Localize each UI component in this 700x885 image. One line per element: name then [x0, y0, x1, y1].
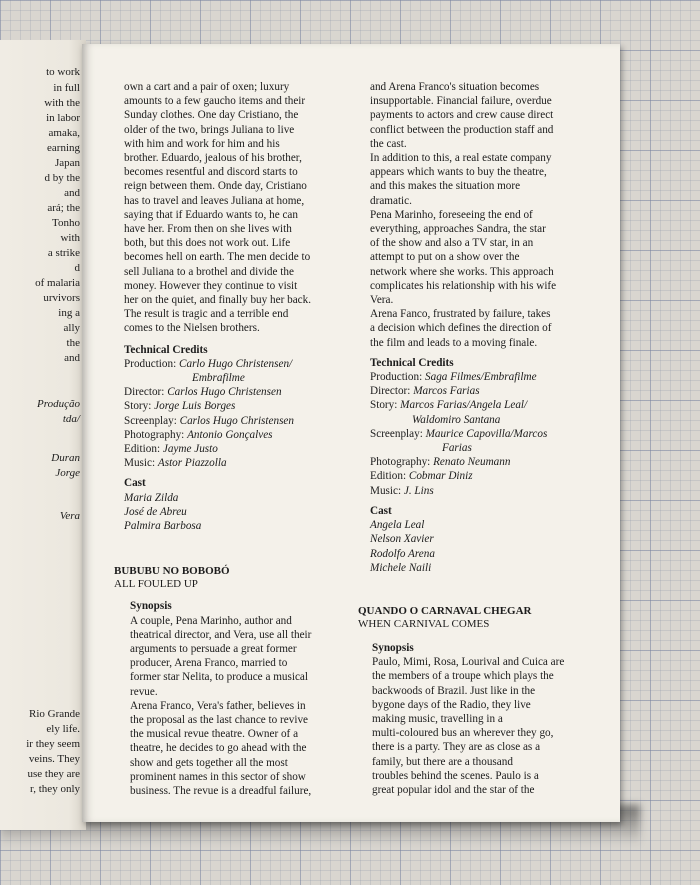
left-page-text-fragment: Duran	[51, 452, 80, 464]
text-line: the film and leads to a moving finale.	[370, 336, 538, 349]
credit-story-cont: Waldomiro Santana	[412, 413, 501, 426]
text-line: both, but this does not work out. Life	[124, 237, 291, 250]
film1-synopsis-continued	[124, 80, 344, 336]
right-page	[82, 44, 620, 822]
left-page-text-fragment: ir they seem	[26, 738, 80, 750]
cast-heading: Cast	[370, 504, 392, 517]
text-line: multi-coloured bus an wherever they go,	[372, 727, 554, 740]
text-line: there is a party. They are as close as a	[372, 741, 541, 754]
left-page-text-fragment: Rio Grande	[28, 708, 80, 720]
text-line: older of the two, brings Juliana to live	[124, 123, 295, 136]
credit-edition: Edition: Jayme Justo	[124, 443, 218, 456]
text-line: and Arena Franco's situation becomes	[370, 81, 540, 93]
text-line: revue.	[130, 685, 158, 698]
text-line: Arena Franco, Vera's father, believes in	[130, 699, 306, 712]
credit-production: Production: Saga Filmes/Embrafilme	[370, 371, 537, 384]
text-line: troubles behind the scenes. Paulo is a	[372, 769, 539, 782]
left-page-text-fragment: a strike	[47, 247, 80, 259]
text-line: theatrical director, and Vera, use all their	[130, 628, 312, 641]
film-english-title: WHEN CARNIVAL COMES	[358, 617, 490, 630]
text-line: has to travel and leaves Juliana at home,	[124, 194, 305, 207]
text-line: arguments to persuade a great former	[130, 642, 297, 655]
left-page	[0, 40, 86, 830]
text-line: payments to actors and crew cause direct	[370, 109, 554, 122]
film-title: QUANDO O CARNAVAL CHEGAR	[358, 604, 532, 617]
text-line: a decision which defines the direction of	[370, 322, 552, 335]
text-line: appears which wants to buy the theatre,	[370, 166, 547, 179]
left-page-text-fragment: Produção	[37, 398, 80, 410]
text-line: own a cart and a pair of oxen; luxury	[124, 81, 290, 93]
cast-heading: Cast	[124, 477, 146, 490]
text-line: comes to the Nielsen brothers.	[124, 322, 260, 335]
text-line: brother. Eduardo, jealous of his brother,	[124, 152, 302, 165]
left-page-text-fragment: tda/	[62, 413, 80, 425]
credits-heading: Technical Credits	[124, 343, 208, 356]
credit-production-cont: Embrafilme	[192, 372, 245, 385]
left-page-text-fragment: Vera	[59, 510, 80, 522]
left-page-text-fragment: in labor	[46, 112, 80, 124]
left-page-text-fragment: ely life.	[46, 723, 80, 735]
column-left	[114, 80, 344, 798]
text-line: business. The revue is a dreadful failure,	[130, 784, 312, 797]
credit-photography: Photography: Renato Neumann	[370, 456, 511, 469]
text-line: attempt to put on a show over the	[370, 251, 520, 264]
text-line: becomes hell on earth. The men decide to	[124, 251, 311, 264]
left-page-text-fragment: d	[74, 262, 80, 274]
text-line: the musical revue theatre. Owner of a	[130, 728, 299, 741]
left-page-text-fragment: and	[64, 187, 80, 199]
credit-production: Production: Carlo Hugo Christensen/	[124, 357, 293, 370]
film3-synopsis	[370, 641, 610, 797]
synopsis-heading: Synopsis	[372, 641, 414, 654]
credit-director: Director: Marcos Farias	[370, 385, 480, 398]
text-line: her on the quiet, and finally buy her back.	[124, 294, 312, 307]
credit-director: Director: Carlos Hugo Christensen	[124, 386, 282, 399]
film-title: BUBUBU NO BOBOBÓ	[114, 565, 230, 578]
left-page-text-fragment: d by the	[44, 172, 80, 184]
cast-member: José de Abreu	[124, 505, 187, 518]
text-line: show and gets together all the most	[130, 756, 288, 769]
cast-member: Angela Leal	[370, 519, 425, 532]
film2-synopsis	[124, 599, 344, 798]
film2-synopsis-continued	[370, 80, 610, 350]
credit-story: Story: Marcos Farias/Angela Leal/	[370, 399, 528, 412]
credit-music: Music: Astor Piazzolla	[124, 457, 227, 470]
left-page-text-fragment: to work	[46, 66, 80, 78]
text-line: dramatic.	[370, 194, 412, 207]
left-page-text-fragment: and	[64, 352, 80, 364]
left-page-text-fragment: veins. They	[28, 753, 80, 765]
credit-screenplay-cont: Farias	[442, 442, 472, 455]
left-page-text-fragment: ing a	[58, 307, 80, 319]
text-line: former star Nelita, to produce a musical	[130, 671, 309, 684]
text-line: prominent names in this sector of show	[130, 770, 306, 783]
text-line: Vera.	[370, 294, 394, 307]
cast-member: Michele Naili	[370, 561, 432, 574]
text-line: Paulo, Mimi, Rosa, Lourival and Cuica are	[372, 656, 565, 669]
text-line: making music, travelling in a	[372, 712, 503, 725]
left-page-text-fragment: Jorge	[55, 467, 80, 479]
synopsis-heading: Synopsis	[130, 600, 172, 613]
text-line: have her. From then on she lives with	[124, 223, 292, 236]
left-page-text-fragment: with the	[44, 97, 80, 109]
text-line: backwoods of Brazil. Just like in the	[372, 684, 536, 697]
text-line: sell Juliana to a brothel and divide the	[124, 265, 294, 278]
credit-screenplay: Screenplay: Maurice Capovilla/Marcos	[370, 427, 548, 440]
left-page-text-fragment: in full	[53, 82, 80, 94]
credit-screenplay: Screenplay: Carlos Hugo Christensen	[124, 414, 294, 427]
film-english-title: ALL FOULED UP	[114, 578, 198, 591]
cast-member: Nelson Xavier	[370, 533, 434, 546]
text-line: of the show and also a TV star, in an	[370, 237, 534, 250]
text-line: Arena Fanco, frustrated by failure, takes	[370, 308, 551, 321]
text-line: becomes resentful and discord starts to	[124, 166, 298, 179]
cast-member: Maria Zilda	[124, 491, 179, 504]
text-line: money. However they continue to visit	[124, 279, 298, 292]
text-line: everything, approaches Sandra, the star	[370, 223, 546, 236]
left-page-text-fragment: of malaria	[35, 277, 80, 289]
text-line: A couple, Pena Marinho, author and	[130, 614, 292, 627]
left-page-text-fragment: urvivors	[43, 292, 80, 304]
left-page-text-fragment: amaka,	[48, 127, 80, 139]
credit-edition: Edition: Cobmar Diniz	[370, 470, 473, 483]
text-line: producer, Arena Franco, married to	[130, 657, 288, 670]
column-right	[358, 80, 610, 797]
left-page-text-fragment: the	[66, 337, 80, 349]
left-page-text-fragment: r, they only	[30, 783, 80, 795]
credit-photography: Photography: Antonio Gonçalves	[124, 428, 273, 441]
text-line: conflict between the production staff and	[370, 123, 554, 136]
left-page-text-fragment: Japan	[54, 157, 80, 169]
left-page-text-fragment: use they are	[27, 768, 80, 780]
cast-member: Palmira Barbosa	[124, 520, 202, 533]
text-line: network where she works. This approach	[370, 265, 554, 278]
text-line: and this makes the situation more	[370, 180, 521, 193]
left-page-text-fragment: ally	[63, 322, 80, 334]
text-line: family, but there are a thousand	[372, 755, 513, 768]
text-line: The result is tragic and a terrible end	[124, 308, 289, 321]
text-line: bygone days of the Radio, they live	[372, 698, 531, 711]
text-line: insupportable. Financial failure, overdue	[370, 95, 552, 108]
text-line: complicates his relationship with his wife	[370, 279, 557, 292]
text-line: the proposal as the last chance to revive	[130, 713, 309, 726]
credits-heading: Technical Credits	[370, 356, 454, 369]
credit-story: Story: Jorge Luis Borges	[124, 400, 236, 413]
left-page-text-fragment: with	[60, 232, 80, 244]
text-line: the cast.	[370, 137, 407, 150]
cast-member: Rodolfo Arena	[370, 547, 435, 560]
text-line: Pena Marinho, foreseeing the end of	[370, 208, 533, 221]
text-line: Sunday clothes. One day Cristiano, the	[124, 109, 299, 122]
text-line: In addition to this, a real estate company	[370, 152, 552, 165]
left-page-text-fragment: ará; the	[47, 202, 80, 214]
text-line: theatre, he decides to go ahead with the	[130, 742, 307, 755]
text-line: amounts to a few gaucho items and their	[124, 95, 306, 108]
text-line: the members of a troupe which plays the	[372, 670, 554, 683]
text-line: with him and work for him and his	[124, 137, 280, 150]
text-line: reign between them. Onde day, Cristiano	[124, 180, 307, 193]
left-page-text-fragment: Tonho	[52, 217, 80, 229]
text-line: saying that if Eduardo wants to, he can	[124, 208, 298, 221]
left-page-text-fragment: earning	[47, 142, 80, 154]
text-line: great popular idol and the star of the	[372, 783, 535, 796]
credit-music: Music: J. Lins	[370, 484, 434, 497]
